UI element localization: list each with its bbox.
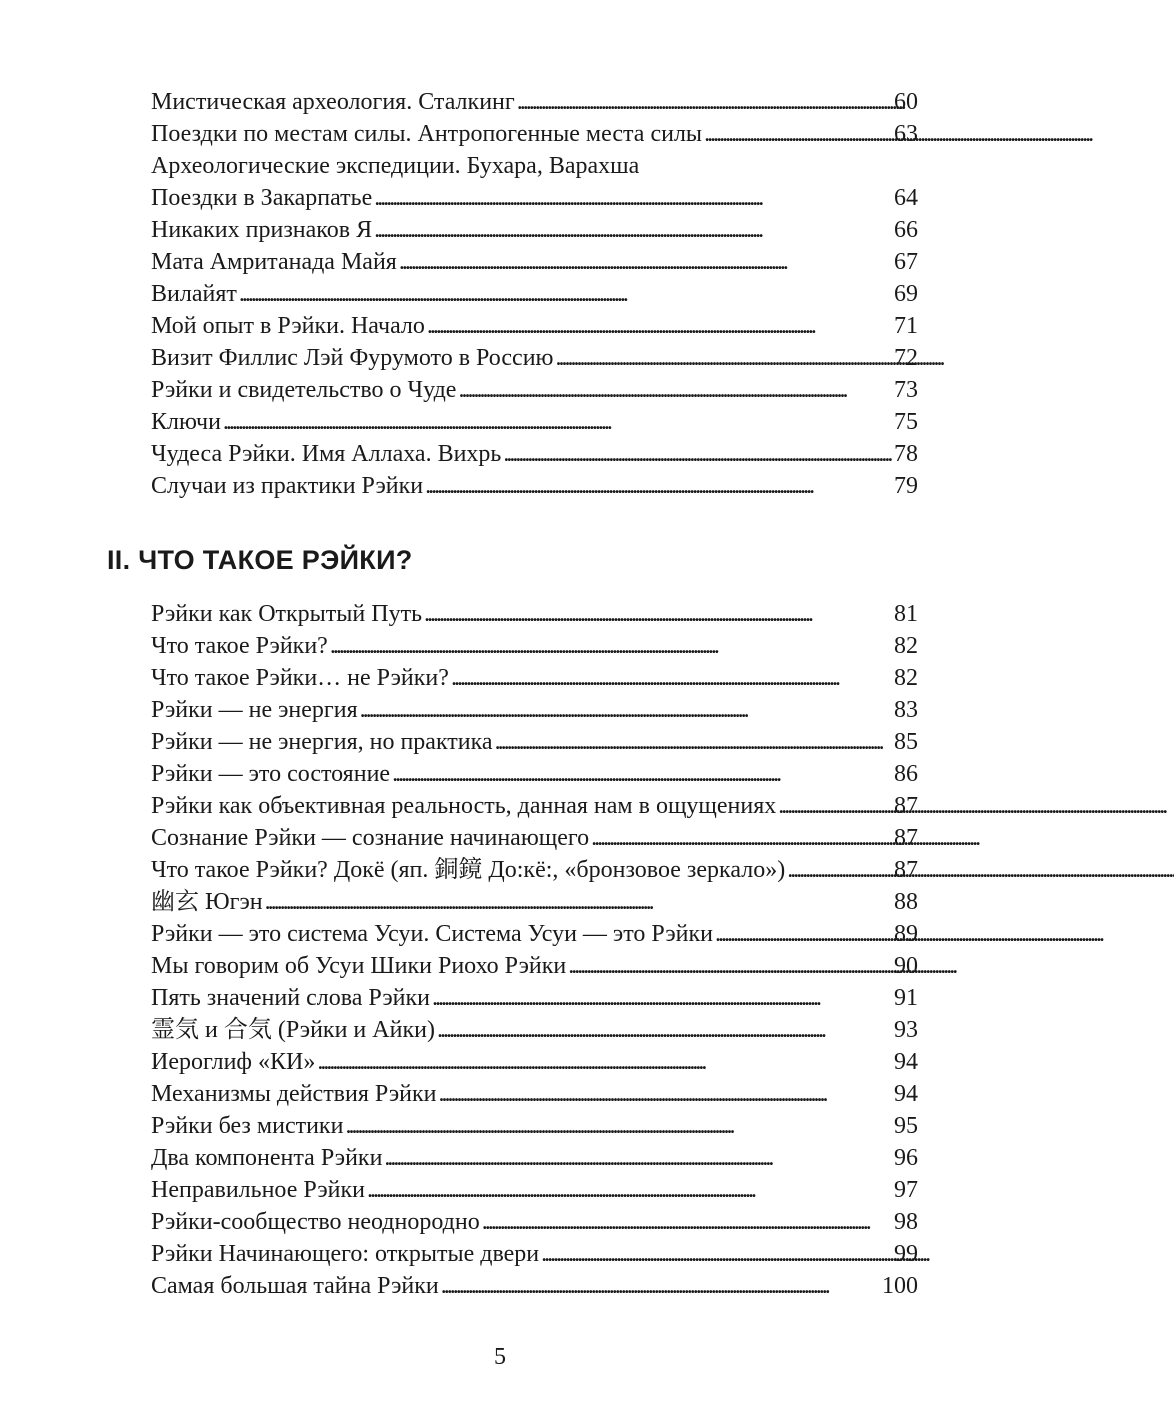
toc-entry-title: Что такое Рэйки?	[151, 633, 328, 659]
toc-entry-page: 86	[894, 761, 918, 787]
toc-entry	[151, 310, 918, 342]
toc-dot-leader	[374, 182, 892, 214]
toc-entry	[151, 630, 918, 662]
toc-entry	[151, 1206, 918, 1238]
toc-entry-page: 67	[894, 249, 918, 275]
toc-dot-leader	[517, 86, 892, 118]
toc-entry	[151, 118, 918, 150]
toc-entry-title: Рэйки Начинающего: открытые двери	[151, 1241, 540, 1267]
toc-entry-page: 91	[894, 985, 918, 1011]
toc-entry	[151, 86, 918, 118]
toc-entry-title: Иероглиф «КИ»	[151, 1049, 316, 1075]
toc-dot-leader	[265, 886, 892, 918]
toc-entry-title: Археологические экспедиции. Бухара, Варахша	[151, 153, 640, 179]
toc-entry-page: 82	[894, 633, 918, 659]
toc-dot-leader	[374, 214, 892, 246]
toc-entry-title: Что такое Рэйки? Докё (яп. 銅鏡 До:кё:, «бронзовое зеркало»)	[151, 857, 786, 883]
toc-entry-page: 96	[894, 1145, 918, 1171]
toc-entry-page: 73	[894, 377, 918, 403]
toc-entry-title: Рэйки и свидетельство о Чуде	[151, 377, 457, 403]
toc-entry-title: Рэйки без мистики	[151, 1113, 344, 1139]
toc-entry-page: 83	[894, 697, 918, 723]
toc-entry	[151, 1238, 918, 1270]
toc-entry	[151, 598, 918, 630]
toc-entry-title: Рэйки — это состояние	[151, 761, 391, 787]
toc-entry-page: 82	[894, 665, 918, 691]
toc-dot-leader	[503, 438, 892, 470]
toc-entry-page: 85	[894, 729, 918, 755]
toc-entry-page: 81	[894, 601, 918, 627]
toc-entry	[151, 150, 918, 182]
toc-dot-leader	[427, 310, 892, 342]
toc-entry	[151, 886, 918, 918]
toc-entry-title: Что такое Рэйки… не Рэйки?	[151, 665, 449, 691]
toc-entry-title: Рэйки как объективная реальность, данная нам в ощущениях	[151, 793, 777, 819]
toc-entry	[151, 918, 918, 950]
toc-dot-leader	[317, 1046, 892, 1078]
toc-entry-page: 89	[894, 921, 918, 947]
toc-entry-page: 69	[894, 281, 918, 307]
toc-entry-title: Никаких признаков Я	[151, 217, 373, 243]
toc-entry	[151, 950, 918, 982]
toc-entry-title: Поездки в Закарпатье	[151, 185, 373, 211]
toc-entry-page: 71	[894, 313, 918, 339]
toc-entry-title: Мой опыт в Рэйки. Начало	[151, 313, 425, 339]
toc-dot-leader	[715, 918, 892, 950]
toc-dot-leader	[787, 854, 892, 886]
toc-entry-page: 94	[894, 1049, 918, 1075]
toc-dot-leader	[384, 1142, 892, 1174]
toc-entry-title: Визит Филлис Лэй Фурумото в Россию	[151, 345, 554, 371]
toc-entry-title: Рэйки — не энергия, но практика	[151, 729, 493, 755]
toc-entry	[151, 470, 918, 502]
toc-entry-title: Рэйки как Открытый Путь	[151, 601, 423, 627]
toc-entry	[151, 406, 918, 438]
toc-dot-leader	[441, 1270, 880, 1302]
toc-entry-page: 63	[894, 121, 918, 147]
toc-dot-leader	[239, 278, 892, 310]
toc-entry-title: Мистическая археология. Сталкинг	[151, 89, 515, 115]
toc-entry-title: Чудеса Рэйки. Имя Аллаха. Вихрь	[151, 441, 502, 467]
toc-entry-page: 98	[894, 1209, 918, 1235]
toc-entry-page: 99	[894, 1241, 918, 1267]
toc-entry	[151, 662, 918, 694]
toc-dot-leader	[568, 950, 892, 982]
toc-entry	[151, 1142, 918, 1174]
toc-entry	[151, 1046, 918, 1078]
toc-entry-title: Рэйки-сообщество неоднородно	[151, 1209, 480, 1235]
toc-entry-title: Мата Амританада Майя	[151, 249, 397, 275]
toc-dot-leader	[399, 246, 892, 278]
toc-entry	[151, 342, 918, 374]
toc-entry	[151, 438, 918, 470]
toc-list-part2	[151, 598, 918, 1302]
toc-entry	[151, 790, 918, 822]
toc-dot-leader	[704, 118, 892, 150]
toc-entry-page: 87	[894, 793, 918, 819]
toc-entry-page: 79	[894, 473, 918, 499]
toc-dot-leader	[425, 470, 892, 502]
toc-dot-leader	[778, 790, 892, 822]
toc-dot-leader	[591, 822, 892, 854]
toc-entry-page: 78	[894, 441, 918, 467]
toc-entry	[151, 758, 918, 790]
toc-dot-leader	[330, 630, 892, 662]
toc-entry-page: 72	[894, 345, 918, 371]
toc-entry-title: Пять значений слова Рэйки	[151, 985, 430, 1011]
toc-dot-leader	[437, 1014, 892, 1046]
toc-entry-title: 幽玄 Югэн	[151, 889, 263, 915]
toc-entry	[151, 214, 918, 246]
toc-entry	[151, 854, 918, 886]
toc-entry	[151, 182, 918, 214]
toc-entry-title: Рэйки — не энергия	[151, 697, 358, 723]
toc-entry-title: Мы говорим об Усуи Шики Риохо Рэйки	[151, 953, 567, 979]
toc-entry-page: 60	[894, 89, 918, 115]
toc-entry-title: Поездки по местам силы. Антропогенные места силы	[151, 121, 703, 147]
toc-entry-page: 87	[894, 825, 918, 851]
toc-entry-title: Самая большая тайна Рэйки	[151, 1273, 439, 1299]
toc-dot-leader	[392, 758, 892, 790]
toc-entry-page: 64	[894, 185, 918, 211]
toc-entry	[151, 1078, 918, 1110]
toc-entry	[151, 1174, 918, 1206]
toc-entry	[151, 1270, 918, 1302]
toc-dot-leader	[458, 374, 892, 406]
toc-entry-page: 90	[894, 953, 918, 979]
section-heading: II. ЧТО ТАКОЕ РЭЙКИ?	[107, 545, 413, 575]
toc-entry-page: 100	[882, 1273, 918, 1299]
toc-dot-leader	[223, 406, 892, 438]
toc-dot-leader	[451, 662, 892, 694]
toc-entry-title: 霊気 и 合気 (Рэйки и Айки)	[151, 1017, 435, 1043]
toc-dot-leader	[367, 1174, 892, 1206]
toc-dot-leader	[541, 1238, 892, 1270]
toc-dot-leader	[495, 726, 892, 758]
toc-entry-page: 93	[894, 1017, 918, 1043]
toc-entry-title: Два компонента Рэйки	[151, 1145, 383, 1171]
toc-entry	[151, 1014, 918, 1046]
toc-entry-page: 97	[894, 1177, 918, 1203]
toc-entry-title: Случаи из практики Рэйки	[151, 473, 424, 499]
toc-dot-leader	[424, 598, 892, 630]
toc-entry	[151, 694, 918, 726]
toc-entry	[151, 246, 918, 278]
toc-entry-title: Вилайят	[151, 281, 237, 307]
toc-entry	[151, 982, 918, 1014]
toc-dot-leader	[439, 1078, 893, 1110]
toc-entry-title: Рэйки — это система Усуи. Система Усуи — это Рэйки	[151, 921, 713, 947]
toc-entry	[151, 726, 918, 758]
toc-dot-leader	[432, 982, 892, 1014]
toc-dot-leader	[555, 342, 892, 374]
toc-entry-title: Сознание Рэйки — сознание начинающего	[151, 825, 590, 851]
toc-entry-page: 95	[894, 1113, 918, 1139]
toc-entry-title: Неправильное Рэйки	[151, 1177, 365, 1203]
toc-entry-title: Механизмы действия Рэйки	[151, 1081, 437, 1107]
toc-entry	[151, 822, 918, 854]
toc-list-part1	[151, 86, 918, 502]
toc-entry-title: Ключи	[151, 409, 221, 435]
toc-entry-page: 87	[894, 857, 918, 883]
page-number: 5	[494, 1344, 506, 1370]
toc-entry-page: 88	[894, 889, 918, 915]
toc-dot-leader	[345, 1110, 892, 1142]
toc-entry-page: 75	[894, 409, 918, 435]
toc-entry	[151, 278, 918, 310]
toc-entry	[151, 1110, 918, 1142]
toc-dot-leader	[360, 694, 892, 726]
toc-entry-page: 94	[894, 1081, 918, 1107]
toc-dot-leader	[482, 1206, 892, 1238]
toc-entry	[151, 374, 918, 406]
toc-entry-page: 66	[894, 217, 918, 243]
